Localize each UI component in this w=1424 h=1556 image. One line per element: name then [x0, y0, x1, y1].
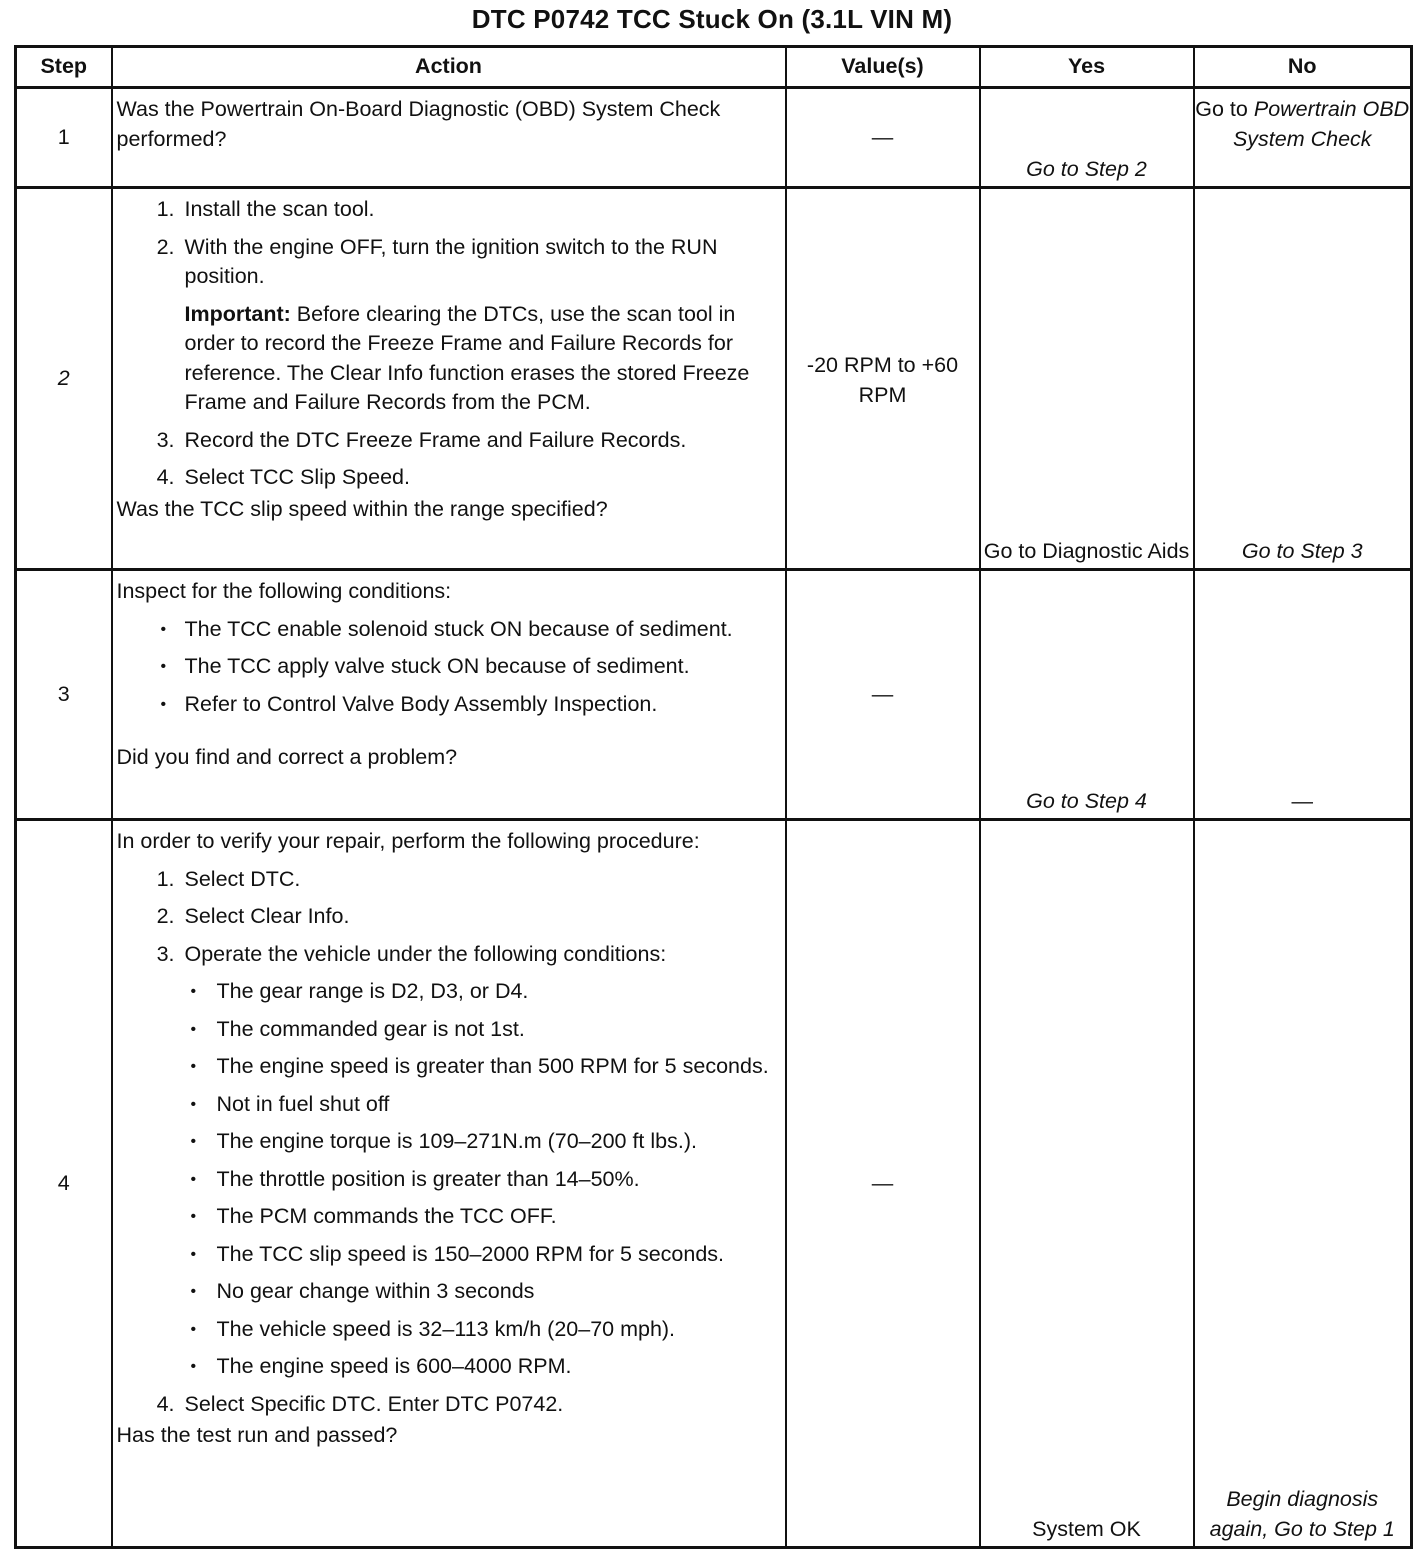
- header-step: Step: [16, 47, 112, 88]
- no-cell: —: [1194, 570, 1412, 820]
- condition-item: • The engine torque is 109–271N.m (70–200 ft lbs.).: [217, 1127, 781, 1157]
- action-intro: Inspect for the following conditions:: [116, 579, 452, 603]
- procedure-item: 2. With the engine OFF, turn the ignition switch to the RUN position.: [181, 233, 781, 292]
- condition-item: • Refer to Control Valve Body Assembly Inspection.: [185, 690, 781, 720]
- procedure-item: 3. Record the DTC Freeze Frame and Failure Records.: [181, 426, 781, 456]
- procedure-item: [181, 940, 781, 1382]
- table-row: [16, 88, 1412, 188]
- procedure-item: 2. Select Clear Info.: [181, 902, 781, 932]
- action-question: Has the test run and passed?: [116, 1423, 398, 1447]
- value-cell: —: [786, 88, 980, 188]
- procedure-item: 1. Install the scan tool.: [181, 195, 781, 225]
- table-row: [16, 188, 1412, 570]
- action-cell: [112, 820, 786, 1548]
- condition-item: • The gear range is D2, D3, or D4.: [217, 977, 781, 1007]
- value-cell: -20 RPM to +60 RPM: [786, 188, 980, 570]
- no-cell: [1194, 88, 1412, 188]
- yes-cell: Go to Diagnostic Aids: [980, 188, 1194, 570]
- condition-item: • The PCM commands the TCC OFF.: [217, 1202, 781, 1232]
- procedure-list: [117, 195, 781, 493]
- procedure-list: [117, 865, 781, 1420]
- action-question: Was the Powertrain On-Board Diagnostic (OBD) System Check performed?: [116, 97, 721, 151]
- yes-cell: Go to Step 4: [980, 570, 1194, 820]
- page-title: DTC P0742 TCC Stuck On (3.1L VIN M): [471, 4, 953, 34]
- procedure-item: 4. Select Specific DTC. Enter DTC P0742.: [181, 1390, 781, 1420]
- step-number: 4: [16, 820, 112, 1548]
- condition-list: [185, 977, 781, 1382]
- condition-item: • The TCC enable solenoid stuck ON because of sediment.: [185, 615, 781, 645]
- procedure-item-text: Operate the vehicle under the following conditions:: [184, 941, 667, 966]
- action-question: Did you find and correct a problem?: [116, 745, 458, 769]
- condition-item: • The commanded gear is not 1st.: [217, 1015, 781, 1045]
- important-text: Before clearing the DTCs, use the scan tool in order to record the Freeze Frame and Failure Records for reference. The Clear Info function erases the stored Freeze Frame and Failure Records from the PCM.: [184, 301, 750, 414]
- condition-item: • The TCC apply valve stuck ON because of sediment.: [185, 652, 781, 682]
- condition-item: • The vehicle speed is 32–113 km/h (20–70 mph).: [217, 1315, 781, 1345]
- no-cell: Begin diagnosis again, Go to Step 1: [1194, 820, 1412, 1548]
- step-number: 3: [16, 570, 112, 820]
- action-cell: [112, 88, 786, 188]
- value-cell: —: [786, 820, 980, 1548]
- procedure-item: 4. Select TCC Slip Speed.: [181, 463, 781, 493]
- action-intro: In order to verify your repair, perform the following procedure:: [116, 829, 700, 853]
- important-note: [181, 300, 781, 418]
- diagnostic-table: [14, 45, 1413, 1549]
- header-no: No: [1194, 47, 1412, 88]
- action-cell: [112, 188, 786, 570]
- action-cell: [112, 570, 786, 820]
- condition-item: • The engine speed is greater than 500 RPM for 5 seconds.: [217, 1052, 781, 1082]
- header-values: Value(s): [786, 47, 980, 88]
- condition-item: • The engine speed is 600–4000 RPM.: [217, 1352, 781, 1382]
- action-question: Was the TCC slip speed within the range specified?: [116, 496, 608, 521]
- condition-item: • The TCC slip speed is 150–2000 RPM for 5 seconds.: [217, 1240, 781, 1270]
- condition-item: • The throttle position is greater than 14–50%.: [217, 1165, 781, 1195]
- header-action: Action: [112, 47, 786, 88]
- condition-list: [117, 615, 781, 720]
- yes-cell: Go to Step 2: [980, 88, 1194, 188]
- step-number: 2: [16, 188, 112, 570]
- table-row: [16, 570, 1412, 820]
- procedure-item: 1. Select DTC.: [181, 865, 781, 895]
- no-cell: Go to Step 3: [1194, 188, 1412, 570]
- no-prefix: Go to: [1195, 97, 1248, 121]
- condition-item: • Not in fuel shut off: [217, 1090, 781, 1120]
- header-row: [16, 47, 1412, 88]
- header-yes: Yes: [980, 47, 1194, 88]
- yes-cell: System OK: [980, 820, 1194, 1548]
- important-label: Important:: [184, 301, 291, 326]
- condition-item: • No gear change within 3 seconds: [217, 1277, 781, 1307]
- no-reference: Powertrain OBD System Check: [1232, 97, 1410, 151]
- table-row: [16, 820, 1412, 1548]
- step-number: 1: [16, 88, 112, 188]
- value-cell: —: [786, 570, 980, 820]
